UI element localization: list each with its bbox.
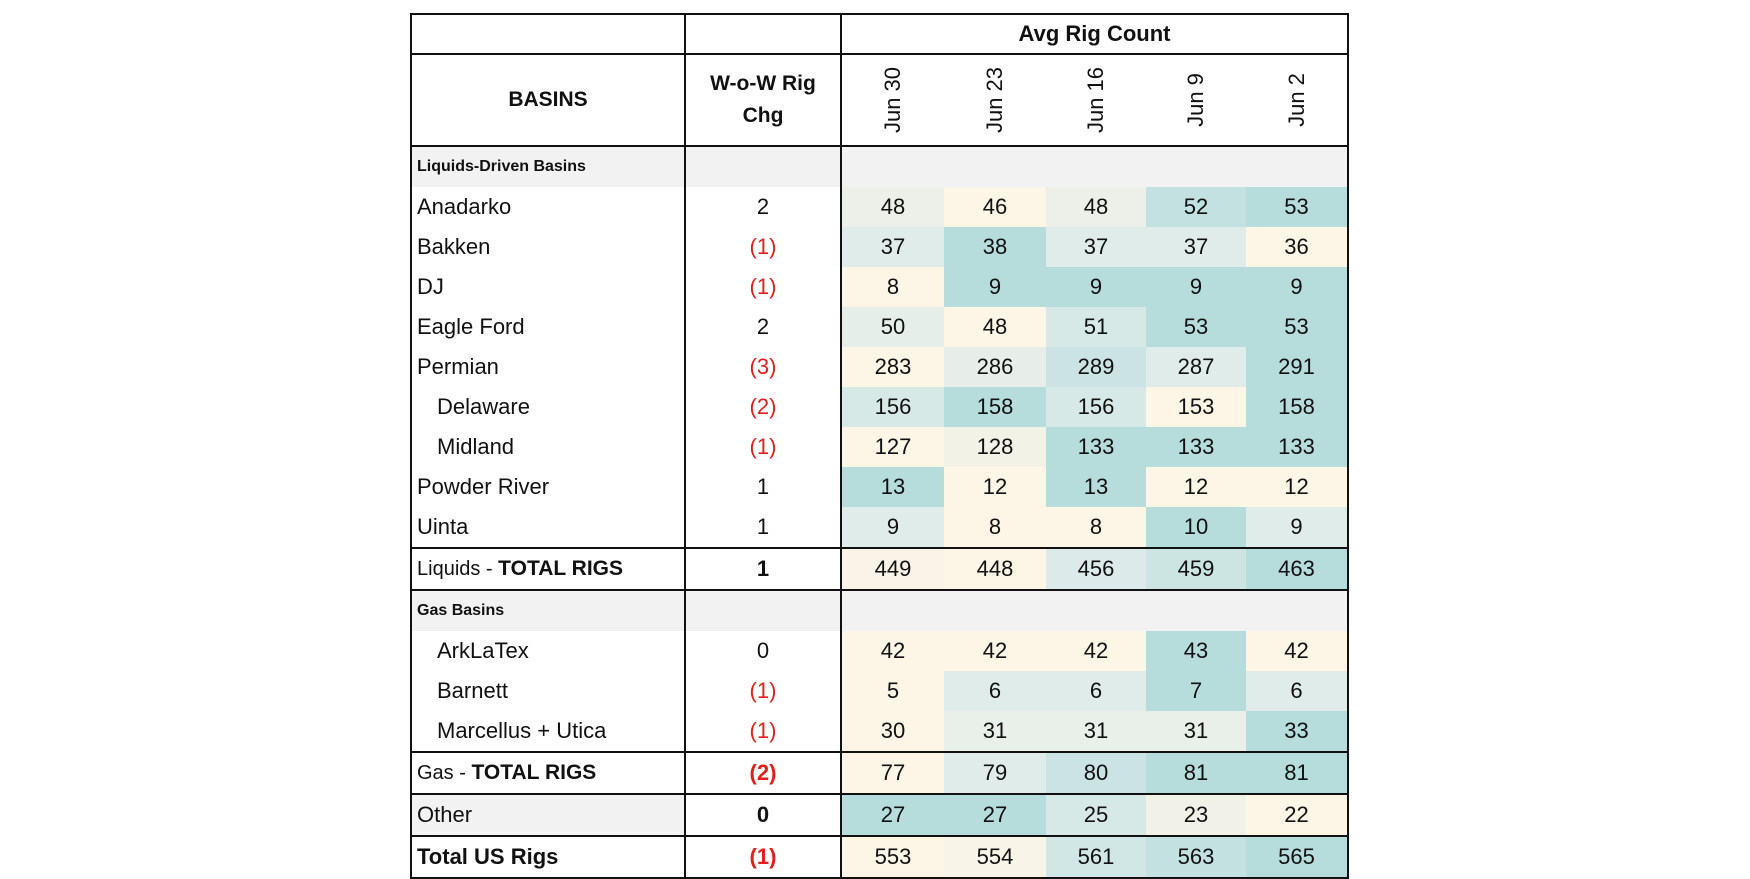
rig-count-cell: 42 <box>944 631 1046 671</box>
rig-count-cell: 27 <box>944 794 1046 836</box>
rig-count-cell: 31 <box>944 711 1046 752</box>
rig-count-cell: 8 <box>841 267 944 307</box>
rig-count-cell: 42 <box>1246 631 1348 671</box>
rig-count-cell: 6 <box>1046 671 1146 711</box>
table-row <box>411 227 1348 267</box>
rig-count-cell: 13 <box>841 467 944 507</box>
wow-change: (1) <box>685 836 841 878</box>
wow-change: (1) <box>685 267 841 307</box>
wow-change: (1) <box>685 711 841 752</box>
rig-count-cell: 23 <box>1146 794 1246 836</box>
date-label: Jun 30 <box>880 66 905 134</box>
section-row <box>411 146 1348 187</box>
rig-count-cell: 53 <box>1146 307 1246 347</box>
rig-count-cell: 30 <box>841 711 944 752</box>
rig-count-cell: 12 <box>944 467 1046 507</box>
corner-cell-2 <box>685 14 841 54</box>
table-row <box>411 548 1348 590</box>
rig-count-cell: 563 <box>1146 836 1246 878</box>
rig-count-cell: 8 <box>944 507 1046 548</box>
date-label: Jun 23 <box>982 66 1007 134</box>
basin-name: Delaware <box>411 387 685 427</box>
rig-count-cell: 42 <box>841 631 944 671</box>
rig-count-cell: 448 <box>944 548 1046 590</box>
rig-count-cell: 9 <box>1146 267 1246 307</box>
date-label: Jun 2 <box>1283 73 1309 127</box>
rig-count-cell: 283 <box>841 347 944 387</box>
rig-count-cell: 36 <box>1246 227 1348 267</box>
rig-count-cell: 53 <box>1246 187 1348 227</box>
section-values-blank <box>841 146 1348 187</box>
rig-count-cell: 10 <box>1146 507 1246 548</box>
rig-count-cell: 37 <box>1146 227 1246 267</box>
table-row <box>411 467 1348 507</box>
rig-count-cell: 286 <box>944 347 1046 387</box>
rig-count-cell: 156 <box>1046 387 1146 427</box>
rig-count-cell: 8 <box>1046 507 1146 548</box>
table-row <box>411 307 1348 347</box>
basin-name: Uinta <box>411 507 685 548</box>
rig-count-cell: 291 <box>1246 347 1348 387</box>
total-prefix: Gas - <box>417 762 472 784</box>
wow-change: (2) <box>685 752 841 794</box>
rig-count-cell: 289 <box>1046 347 1146 387</box>
table-row <box>411 631 1348 671</box>
rig-count-cell: 42 <box>1046 631 1146 671</box>
table-row <box>411 836 1348 878</box>
rig-count-cell: 287 <box>1146 347 1246 387</box>
wow-change: 0 <box>685 794 841 836</box>
rig-count-cell: 156 <box>841 387 944 427</box>
table-row <box>411 347 1348 387</box>
rig-count-cell: 127 <box>841 427 944 467</box>
rig-count-cell: 31 <box>1146 711 1246 752</box>
basin-name: Marcellus + Utica <box>411 711 685 752</box>
wow-change: 0 <box>685 631 841 671</box>
rig-count-cell: 554 <box>944 836 1046 878</box>
basin-name: Powder River <box>411 467 685 507</box>
rig-count-cell: 48 <box>944 307 1046 347</box>
wow-change: (3) <box>685 347 841 387</box>
rig-count-cell: 9 <box>1046 267 1146 307</box>
rig-count-cell: 449 <box>841 548 944 590</box>
table-row <box>411 427 1348 467</box>
rig-count-cell: 43 <box>1146 631 1246 671</box>
wow-change: (1) <box>685 427 841 467</box>
rig-count-cell: 561 <box>1046 836 1146 878</box>
table-row <box>411 752 1348 794</box>
rig-count-cell: 37 <box>841 227 944 267</box>
wow-change: (1) <box>685 227 841 267</box>
date-header-0 <box>841 54 944 146</box>
rig-count-cell: 158 <box>1246 387 1348 427</box>
wow-change: (2) <box>685 387 841 427</box>
rig-count-cell: 38 <box>944 227 1046 267</box>
table-row <box>411 387 1348 427</box>
section-change-blank <box>685 590 841 631</box>
wow-change: 1 <box>685 507 841 548</box>
rig-count-cell: 13 <box>1046 467 1146 507</box>
rig-count-cell: 158 <box>944 387 1046 427</box>
rig-count-cell: 79 <box>944 752 1046 794</box>
rig-count-cell: 81 <box>1246 752 1348 794</box>
rig-count-cell: 51 <box>1046 307 1146 347</box>
section-values-blank <box>841 590 1348 631</box>
date-header-1 <box>944 54 1046 146</box>
rig-count-cell: 128 <box>944 427 1046 467</box>
basin-name: Midland <box>411 427 685 467</box>
table-title: Avg Rig Count <box>841 14 1348 54</box>
rig-count-cell: 33 <box>1246 711 1348 752</box>
rig-count-cell: 80 <box>1046 752 1146 794</box>
rig-count-cell: 6 <box>1246 671 1348 711</box>
rig-count-cell: 133 <box>1146 427 1246 467</box>
rig-count-cell: 459 <box>1146 548 1246 590</box>
table-row <box>411 267 1348 307</box>
corner-cell <box>411 14 685 54</box>
rig-count-cell: 48 <box>1046 187 1146 227</box>
date-header-3 <box>1146 54 1246 146</box>
rig-count-cell: 48 <box>841 187 944 227</box>
rig-count-cell: 9 <box>944 267 1046 307</box>
basin-name: Barnett <box>411 671 685 711</box>
table-row <box>411 671 1348 711</box>
basin-name: Permian <box>411 347 685 387</box>
rig-count-cell: 5 <box>841 671 944 711</box>
total-prefix: Liquids - <box>417 558 499 580</box>
rig-count-cell: 12 <box>1246 467 1348 507</box>
section-label: Liquids-Driven Basins <box>411 146 685 187</box>
wow-change: 1 <box>685 548 841 590</box>
rig-count-cell: 9 <box>841 507 944 548</box>
rig-count-cell: 52 <box>1146 187 1246 227</box>
rig-count-cell: 31 <box>1046 711 1146 752</box>
section-change-blank <box>685 146 841 187</box>
basin-name <box>411 548 685 590</box>
change-header <box>685 54 841 146</box>
rig-count-cell: 53 <box>1246 307 1348 347</box>
basin-name: DJ <box>411 267 685 307</box>
basin-name: ArkLaTex <box>411 631 685 671</box>
wow-change: 2 <box>685 187 841 227</box>
rig-count-cell: 463 <box>1246 548 1348 590</box>
total-label: TOTAL RIGS <box>498 557 623 580</box>
rig-count-cell: 9 <box>1246 507 1348 548</box>
date-label: Jun 9 <box>1182 73 1208 127</box>
basin-name: Other <box>411 794 685 836</box>
rig-count-cell: 153 <box>1146 387 1246 427</box>
basin-name <box>411 752 685 794</box>
rig-count-cell: 9 <box>1246 267 1348 307</box>
rig-count-cell: 27 <box>841 794 944 836</box>
basin-name: Eagle Ford <box>411 307 685 347</box>
rig-count-cell: 133 <box>1046 427 1146 467</box>
rig-count-cell: 46 <box>944 187 1046 227</box>
wow-change: 1 <box>685 467 841 507</box>
rig-count-cell: 565 <box>1246 836 1348 878</box>
rig-count-table <box>410 13 1349 879</box>
rig-count-cell: 553 <box>841 836 944 878</box>
rig-count-cell: 81 <box>1146 752 1246 794</box>
rig-count-cell: 77 <box>841 752 944 794</box>
basin-name: Total US Rigs <box>411 836 685 878</box>
wow-change: 2 <box>685 307 841 347</box>
rig-count-cell: 12 <box>1146 467 1246 507</box>
basin-name: Anadarko <box>411 187 685 227</box>
section-label: Gas Basins <box>411 590 685 631</box>
date-header-4 <box>1246 54 1348 146</box>
rig-count-cell: 37 <box>1046 227 1146 267</box>
date-header-2 <box>1046 54 1146 146</box>
basin-name: Bakken <box>411 227 685 267</box>
section-row <box>411 590 1348 631</box>
wow-change: (1) <box>685 671 841 711</box>
rig-count-cell: 456 <box>1046 548 1146 590</box>
basins-header: BASINS <box>411 54 685 146</box>
table-row <box>411 794 1348 836</box>
rig-count-cell: 7 <box>1146 671 1246 711</box>
rig-count-cell: 25 <box>1046 794 1146 836</box>
rig-count-cell: 6 <box>944 671 1046 711</box>
date-label: Jun 16 <box>1083 66 1108 134</box>
rig-count-cell: 133 <box>1246 427 1348 467</box>
total-label: TOTAL RIGS <box>471 761 597 784</box>
rig-count-cell: 50 <box>841 307 944 347</box>
table-row <box>411 507 1348 548</box>
change-header-text: W-o-W Rig Chg <box>710 72 816 127</box>
table-row <box>411 711 1348 752</box>
table-row <box>411 187 1348 227</box>
rig-count-cell: 22 <box>1246 794 1348 836</box>
